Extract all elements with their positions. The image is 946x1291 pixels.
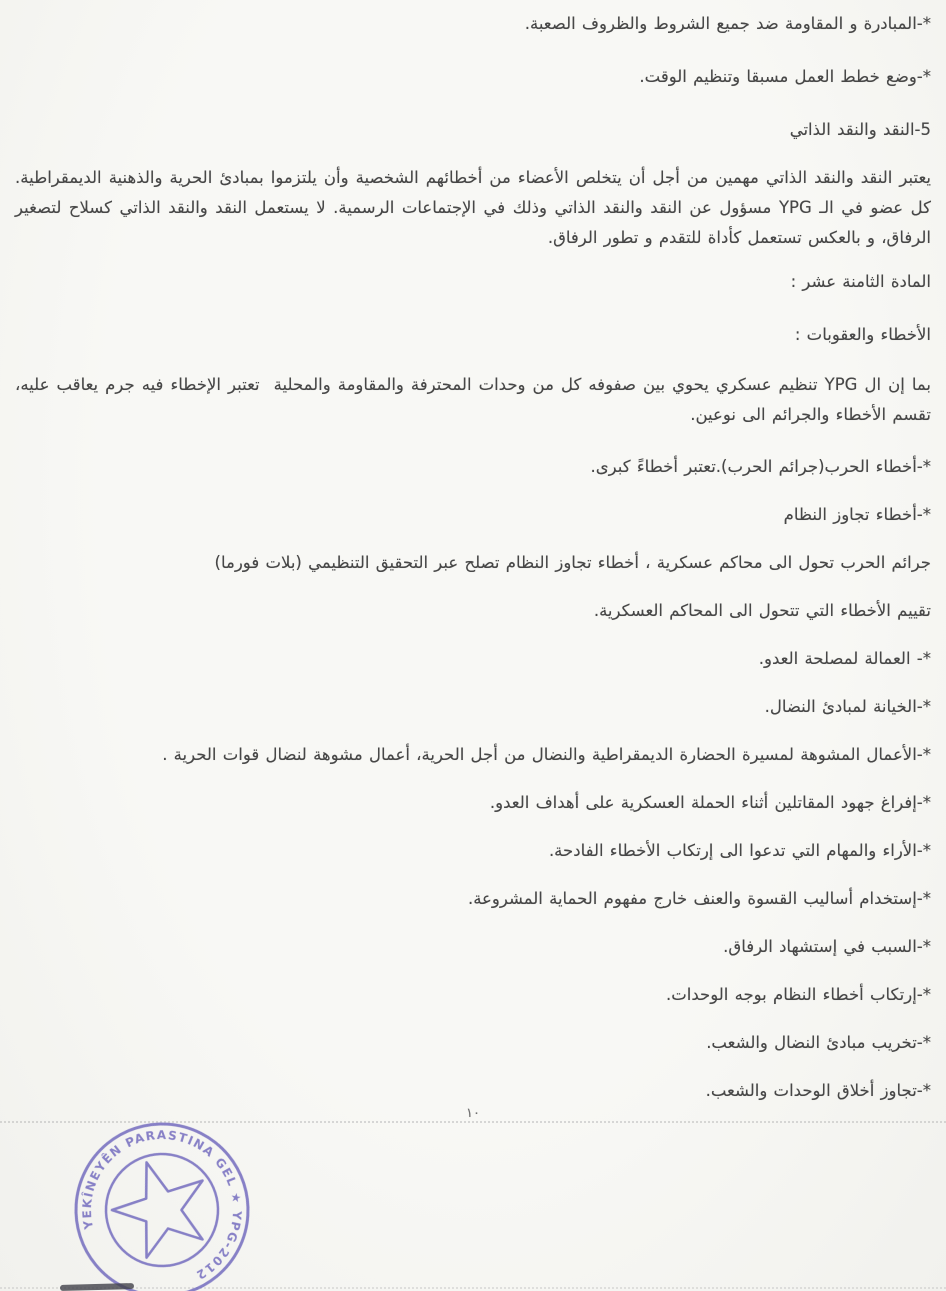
ypg-round-stamp [46, 1094, 278, 1291]
bullet-line: *-الأراء والمهام التي تدعوا الى إرتكاب الأخطاء الفادحة. [548, 841, 931, 860]
section-heading: الأخطاء والعقوبات : [794, 325, 931, 344]
bullet-line: *-أخطاء الحرب(جرائم الحرب).تعتبر أخطاءً كبرى. [590, 457, 931, 476]
bullet-line: *-السبب في إستشهاد الرفاق. [723, 937, 931, 956]
doc-line: جرائم الحرب تحول الى محاكم عسكرية ، أخطاء تجاوز النظام تصلح عبر التحقيق التنظيمي (بلات فورما) [214, 553, 931, 572]
section-heading: 5-النقد والنقد الذاتي [789, 120, 931, 139]
bullet-line: *-تجاوز أخلاق الوحدات والشعب. [705, 1081, 931, 1100]
bullet-line: *-المبادرة و المقاومة ضد جميع الشروط والظروف الصعبة. [524, 14, 931, 33]
bullet-line: *-أخطاء تجاوز النظام [783, 505, 931, 524]
page-number: ١٠ [466, 1106, 480, 1121]
bullet-line: *-وضع خطط العمل مسبقا وتنظيم الوقت. [639, 67, 931, 86]
bullet-line: *-تخريب مبادئ النضال والشعب. [706, 1033, 931, 1052]
bullet-line: *-إفراغ جهود المقاتلين أثناء الحملة العسكرية على أهداف العدو. [489, 793, 931, 812]
stamp-ring-textpath: YEKÎNEYÊN PARASTINA GEL ★ YPG-2012 [79, 1127, 245, 1283]
bullet-line: *- العمالة لمصلحة العدو. [758, 649, 931, 668]
stamp-ring-text [59, 1107, 266, 1291]
bullet-line: *-الأعمال المشوهة لمسيرة الحضارة الديمقراطية والنضال من أجل الحرية، أعمال مشوهة لنضال قوات الحرية . [162, 745, 931, 764]
doc-line: تقييم الأخطاء التي تتحول الى المحاكم العسكرية. [593, 601, 931, 620]
bullet-line: *-الخيانة لمبادئ النضال. [764, 697, 931, 716]
bullet-line: *-إستخدام أساليب القسوة والعنف خارج مفهوم الحماية المشروعة. [467, 889, 931, 908]
paragraph: بما إن ال YPG تنظيم عسكري يحوي بين صفوفه كل من وحدات المحترفة والمقاومة والمحلية تعتبر الإخطاء فيه جرم يعاقب عليه، تقسم الأخطاء والجرائم الى نوعين. [15, 375, 931, 424]
section-heading: المادة الثامنة عشر : [790, 272, 931, 291]
paragraph: يعتبر النقد والنقد الذاتي مهمين من أجل أن يتخلص الأعضاء من أخطائهم الشخصية وأن يلتزموا بمبادئ الحرية والذهنية الديمقراطية. كل عضو في الـ YPG مسؤول عن النقد والنقد الذاتي وذلك في الإجتماعات الرسمية. لا يستعمل النقد والنقد الذاتي كسلاح لتصغير الرفاق، و بالعكس تستعمل كأداة للتقدم و تطور الرفاق. [15, 168, 931, 247]
bullet-line: *-إرتكاب أخطاء النظام بوجه الوحدات. [666, 985, 931, 1004]
